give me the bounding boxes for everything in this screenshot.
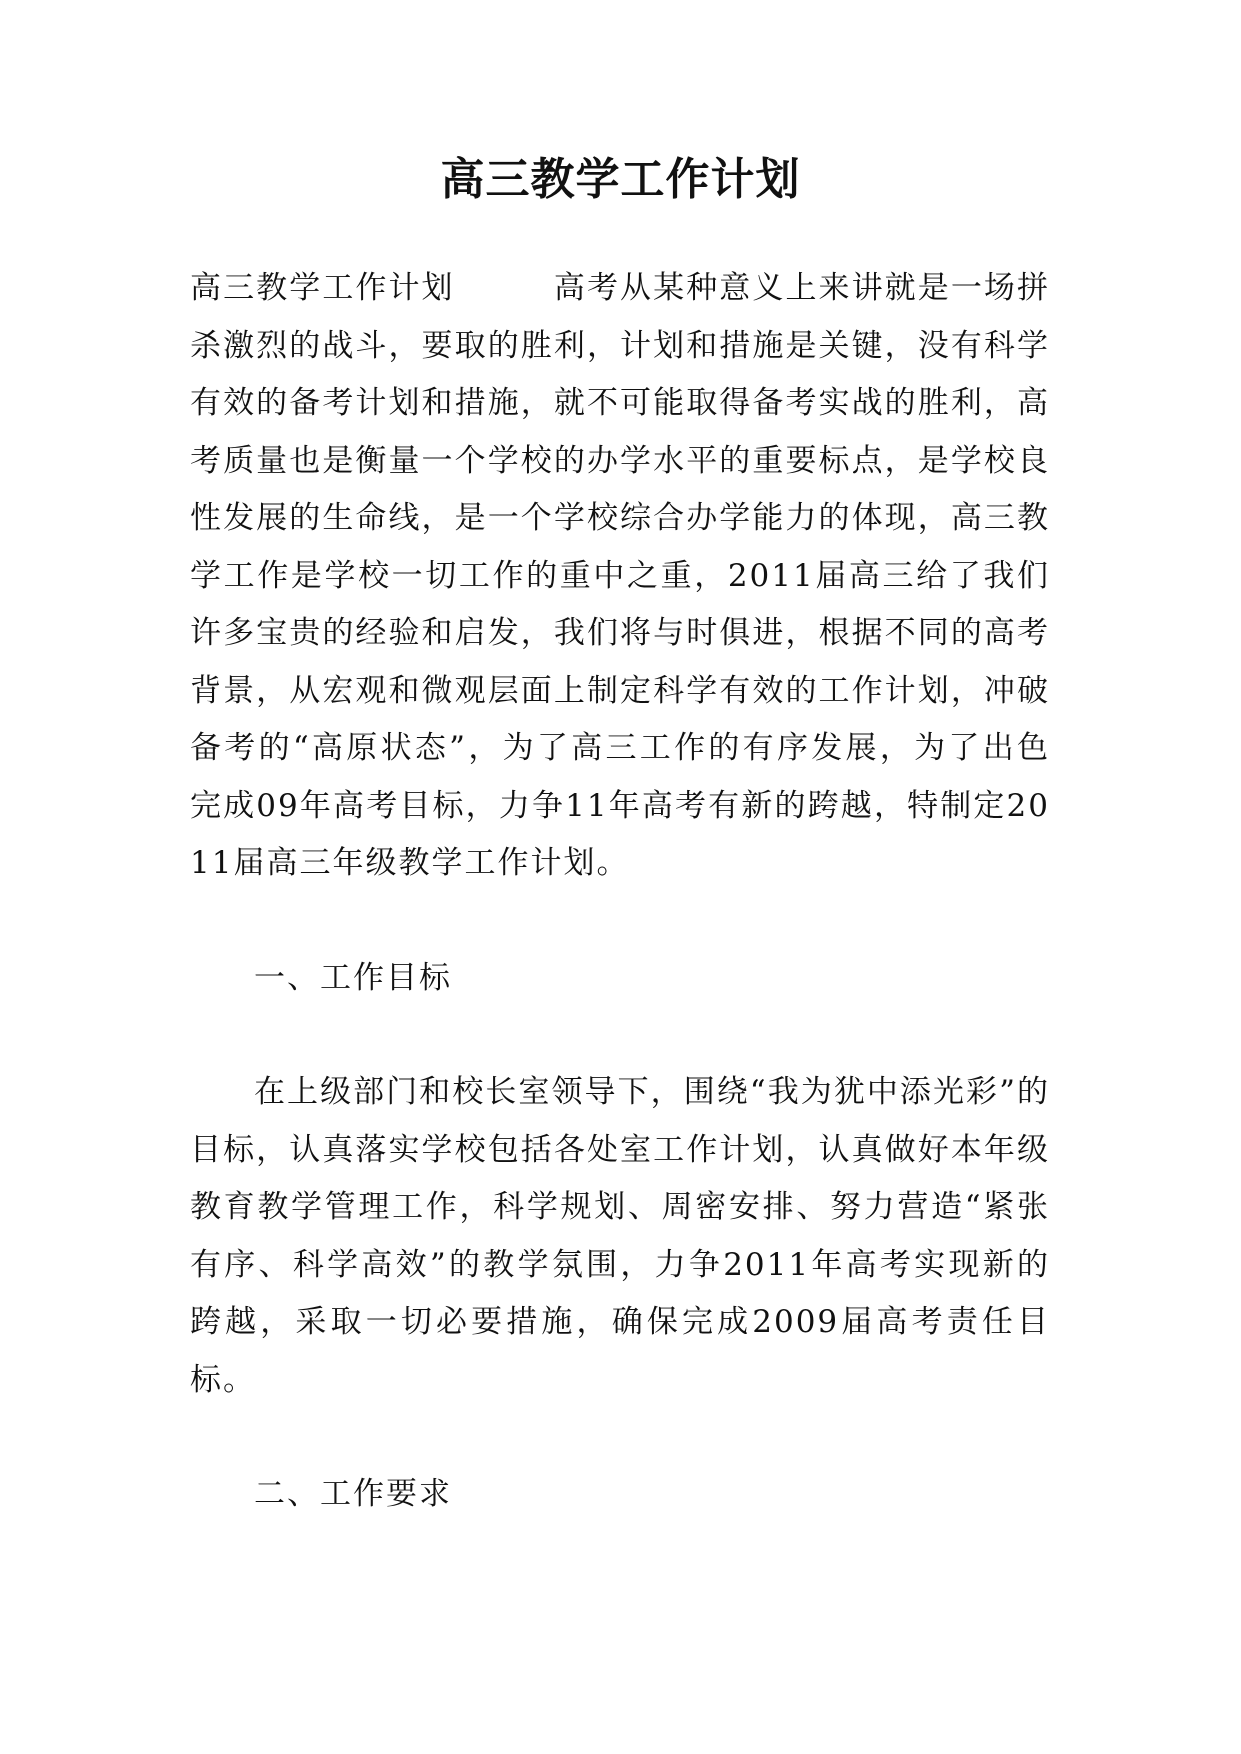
intro-paragraph: 高三教学工作计划 高考从某种意义上来讲就是一场拼杀激烈的战斗，要取的胜利，计划和措施是关键，没有科学有效的备考计划和措施，就不可能取得备考实战的胜利，高考质量也是衡量一个学校的办学水平的重要标点，是学校良性发展的生命线，是一个学校综合办学能力的体现，高三教学工作是学校一切工作的重中之重，2011届高三给了我们许多宝贵的经验和启发，我们将与时俱进，根据不同的高考背景，从宏观和微观层面上制定科学有效的工作计划，冲破备考的“高原状态”，为了高三工作的有序发展，为了出色完成09年高考目标，力争11年高考有新的跨越，特制定2011届高三年级教学工作计划。 [190, 270, 1050, 881]
goals-paragraph: 在上级部门和校长室领导下，围绕“我为犹中添光彩”的目标，认真落实学校包括各处室工作计划，认真做好本年级教育教学管理工作，科学规划、周密安排、努力营造“紧张有序、科学高效”的教学氛围，力争2011年高考实现新的跨越，采取一切必要措施，确保完成2009届高考责任目标。 [190, 1074, 1050, 1398]
section-heading-goals: 一、工作目标 [254, 959, 452, 996]
page-title: 高三教学工作计划 [440, 154, 801, 205]
section-heading-requirements: 二、工作要求 [254, 1476, 452, 1512]
document-body [190, 260, 1050, 1524]
